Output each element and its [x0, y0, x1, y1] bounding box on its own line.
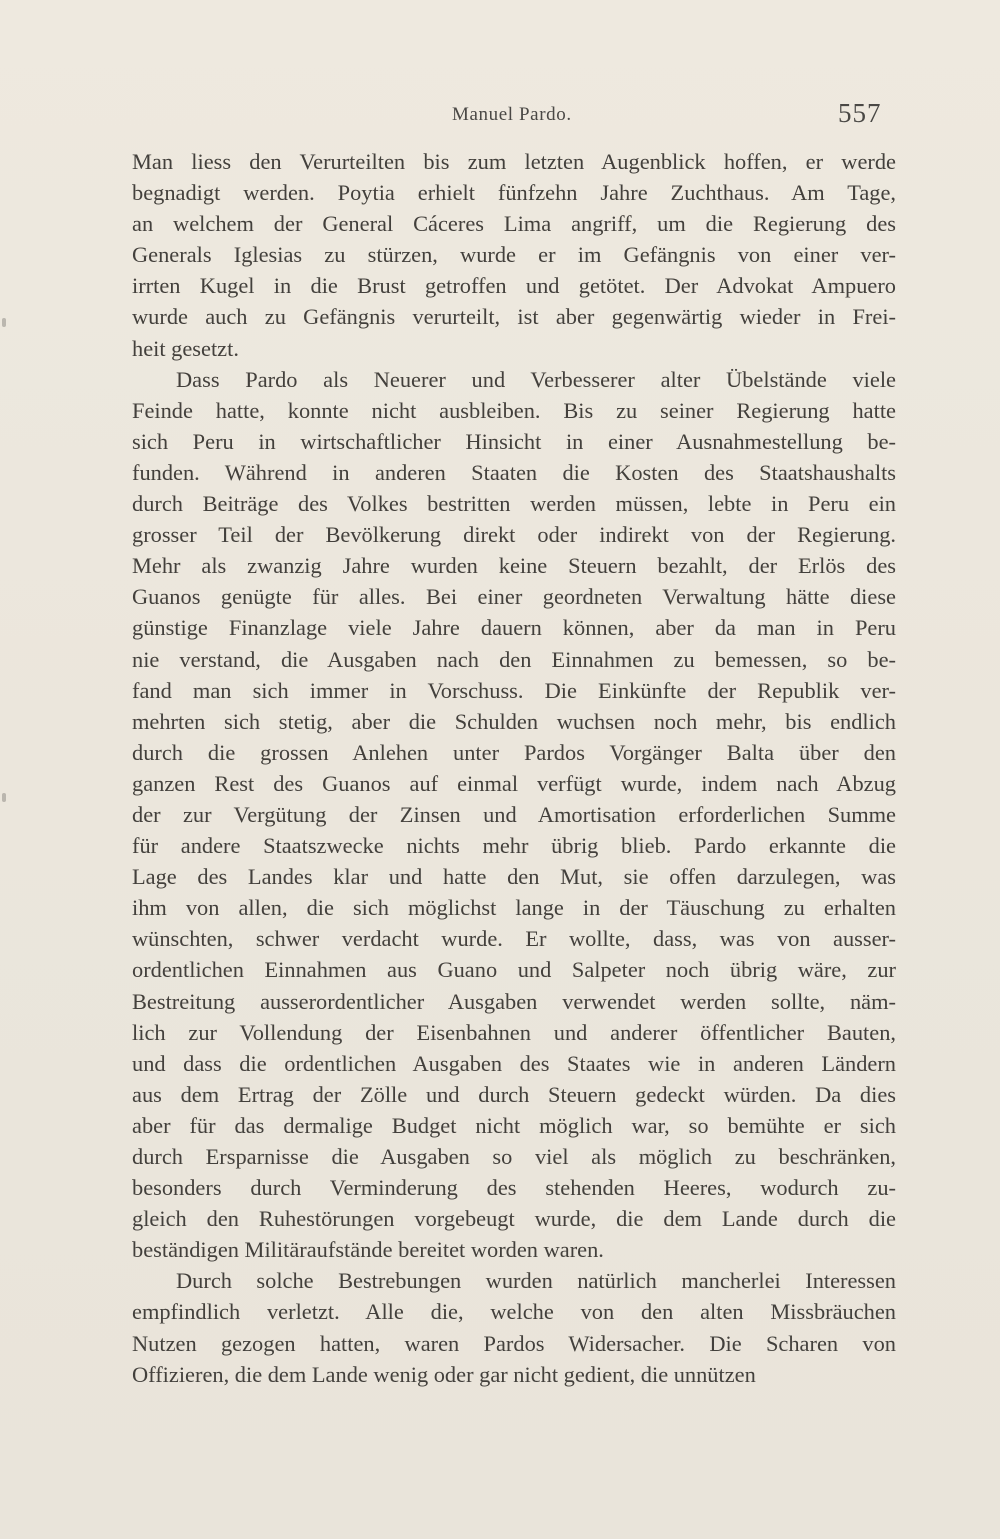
- text-line: fand man sich immer in Vorschuss. Die Einkünfte der Republik ver-: [132, 677, 896, 703]
- text-line: empfindlich verletzt. Alle die, welche von den alten Missbräuchen: [132, 1299, 896, 1325]
- text-line: besonders durch Verminderung des stehenden Heeres, wodurch zu-: [132, 1175, 896, 1201]
- text-line: Offizieren, die dem Lande wenig oder gar nicht gedient, die unnützen: [132, 1361, 756, 1387]
- text-line: lich zur Vollendung der Eisenbahnen und anderer öffentlicher Bauten,: [132, 1019, 896, 1045]
- text-line: der zur Vergütung der Zinsen und Amortisation erforderlichen Summe: [132, 801, 896, 827]
- text-line: Lage des Landes klar und hatte den Mut, sie offen darzulegen, was: [132, 864, 896, 890]
- text-line: durch die grossen Anlehen unter Pardos Vorgänger Balta über den: [132, 739, 896, 765]
- text-line: für andere Staatszwecke nichts mehr übrig blieb. Pardo erkannte die: [132, 833, 896, 859]
- paragraph: [132, 364, 896, 1266]
- text-line: an welchem der General Cáceres Lima angriff, um die Regierung des: [132, 211, 896, 237]
- text-line: aber für das dermalige Budget nicht möglich war, so bemühte er sich: [132, 1112, 896, 1138]
- text-line: gleich den Ruhestörungen vorgebeugt wurde, die dem Lande durch die: [132, 1206, 896, 1232]
- text-line: durch Beiträge des Volkes bestritten werden müssen, lebte in Peru ein: [132, 491, 896, 517]
- text-line: Guanos genügte für alles. Bei einer geordneten Verwaltung hätte diese: [132, 584, 896, 610]
- text-line: Mehr als zwanzig Jahre wurden keine Steuern bezahlt, der Erlös des: [132, 553, 896, 579]
- text-line: Feinde hatte, konnte nicht ausbleiben. Bis zu seiner Regierung hatte: [132, 397, 896, 423]
- text-line: Dass Pardo als Neuerer und Verbesserer alter Übelstände viele: [176, 366, 896, 392]
- page-header: [0, 98, 1000, 138]
- text-line: und dass die ordentlichen Ausgaben des Staates wie in anderen Ländern: [132, 1050, 896, 1076]
- text-line: nie verstand, die Ausgaben nach den Einnahmen zu bemessen, so be-: [132, 646, 896, 672]
- text-line: Bestreitung ausserordentlicher Ausgaben verwendet werden sollte, näm-: [132, 988, 896, 1014]
- text-line: wurde auch zu Gefängnis verurteilt, ist aber gegenwärtig wieder in Frei-: [132, 304, 896, 330]
- text-line: ihm von allen, die sich möglichst lange in der Täuschung zu erhalten: [132, 895, 896, 921]
- text-line: Generals Iglesias zu stürzen, wurde er im Gefängnis von einer ver-: [132, 242, 896, 268]
- text-line: aus dem Ertrag der Zölle und durch Steuern gedeckt würden. Da dies: [132, 1081, 896, 1107]
- paragraph: [132, 146, 896, 364]
- text-line: irrten Kugel in die Brust getroffen und getötet. Der Advokat Ampuero: [132, 273, 896, 299]
- text-line: grosser Teil der Bevölkerung direkt oder indirekt von der Regierung.: [132, 522, 896, 548]
- body-text: [132, 146, 896, 1390]
- page-number: 557: [838, 98, 882, 128]
- text-line: ganzen Rest des Guanos auf einmal verfügt wurde, indem nach Abzug: [132, 770, 896, 796]
- paragraph: [132, 1265, 896, 1389]
- text-line: beständigen Militäraufstände bereitet worden waren.: [132, 1237, 604, 1263]
- text-line: ordentlichen Einnahmen aus Guano und Salpeter noch übrig wäre, zur: [132, 957, 896, 983]
- text-line: Nutzen gezogen hatten, waren Pardos Widersacher. Die Scharen von: [132, 1330, 896, 1356]
- text-line: funden. Während in anderen Staaten die Kosten des Staatshaushalts: [132, 459, 896, 485]
- text-line: sich Peru in wirtschaftlicher Hinsicht in einer Ausnahmestellung be-: [132, 428, 896, 454]
- text-line: Durch solche Bestrebungen wurden natürlich mancherlei Interessen: [176, 1268, 896, 1294]
- text-line: durch Ersparnisse die Ausgaben so viel als möglich zu beschränken,: [132, 1144, 896, 1169]
- scan-speck: [2, 793, 6, 802]
- text-line: wünschten, schwer verdacht wurde. Er wollte, dass, was von ausser-: [132, 926, 896, 952]
- scan-speck: [2, 318, 6, 327]
- text-line: Man liess den Verurteilten bis zum letzten Augenblick hoffen, er werde: [132, 149, 896, 174]
- text-line: heit gesetzt.: [132, 335, 239, 361]
- text-line: mehrten sich stetig, aber die Schulden wuchsen noch mehr, bis endlich: [132, 708, 896, 734]
- running-head: Manuel Pardo.: [452, 104, 572, 125]
- text-line: begnadigt werden. Poytia erhielt fünfzehn Jahre Zuchthaus. Am Tage,: [132, 180, 896, 206]
- text-line: günstige Finanzlage viele Jahre dauern können, aber da man in Peru: [132, 615, 896, 641]
